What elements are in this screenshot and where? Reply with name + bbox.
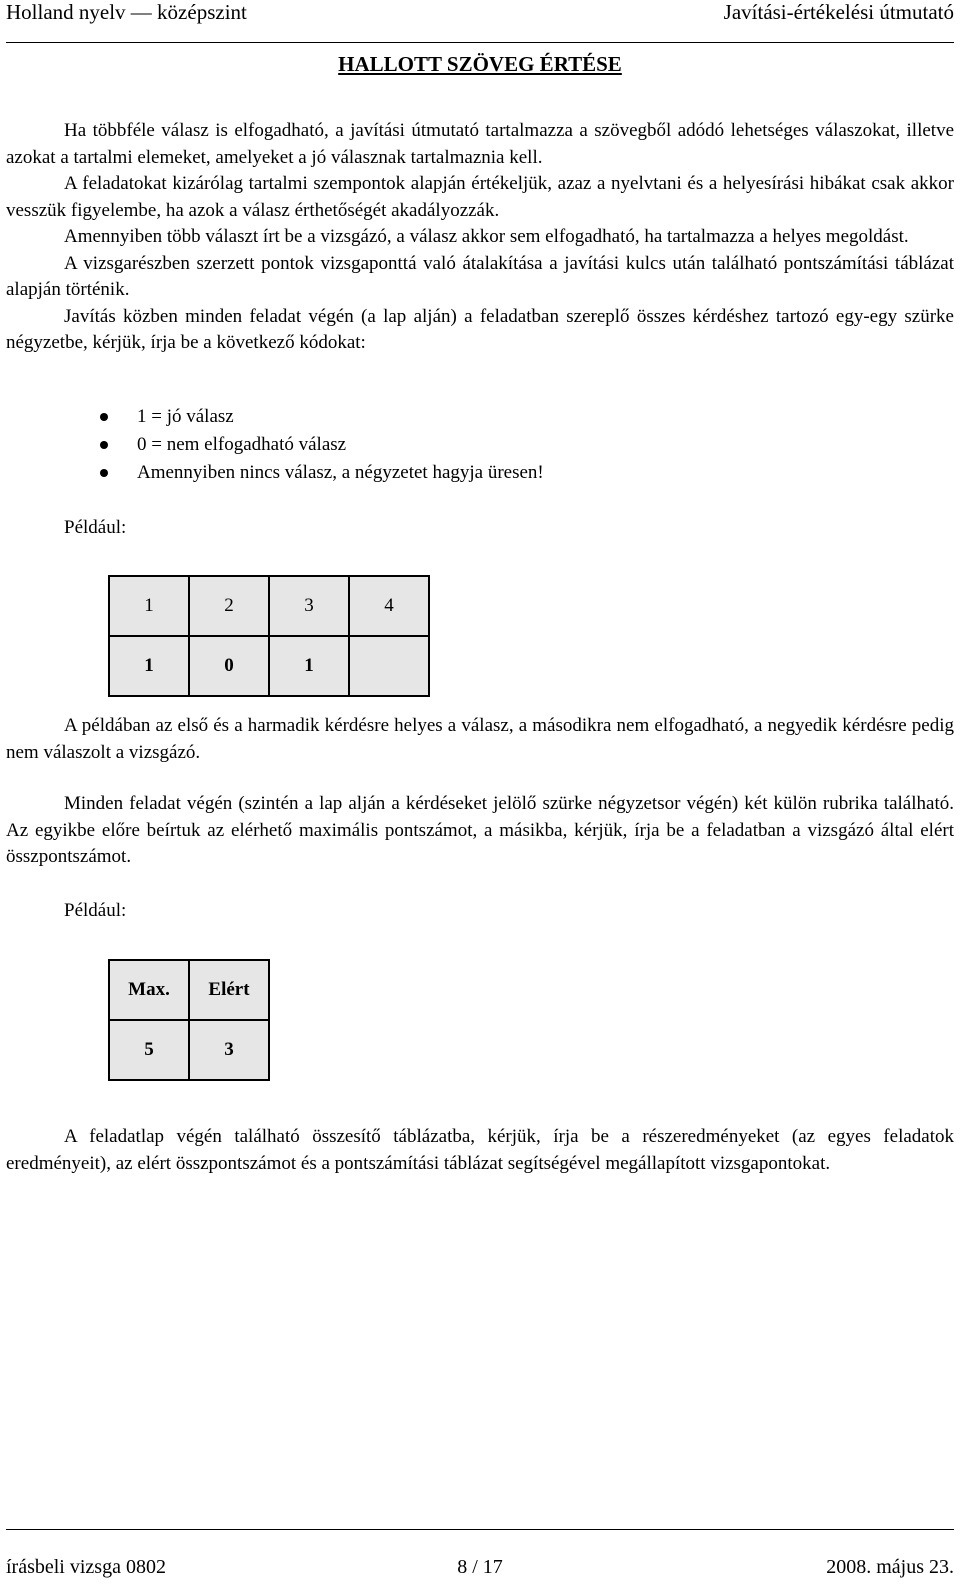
example-label: Például:: [64, 517, 127, 538]
score-header-cell: Max.: [109, 960, 189, 1020]
footer-page-number: 8 / 17: [457, 1556, 503, 1578]
table-row: [109, 576, 429, 636]
header-divider: [6, 42, 954, 43]
question-number-cell: 3: [269, 576, 349, 636]
score-header-cell: Elért: [189, 960, 269, 1020]
intro-paragraph: A feladatokat kizárólag tartalmi szempontok alapján értékeljük, azaz a nyelvtani és a helyesírási hibákat csak akkor vesszük figyelembe, ha azok a válasz érthetőségét akadályozzák.: [6, 173, 954, 221]
example-code-table: [108, 575, 430, 697]
intro-text: [6, 118, 954, 357]
intro-paragraph: Amennyiben több választ írt be a vizsgázó, a válasz akkor sem elfogadható, ha tartalmazza a helyes megoldást.: [64, 226, 909, 247]
page-header: [6, 0, 954, 26]
question-number-cell: 2: [189, 576, 269, 636]
header-subject: Holland nyelv — középszint: [6, 0, 247, 24]
footer-divider: [6, 1529, 954, 1530]
bullet-icon: [100, 441, 108, 449]
example-label: Például:: [64, 900, 127, 921]
footer-exam-code: írásbeli vizsga 0802: [6, 1556, 166, 1578]
rubric-text: [6, 791, 954, 871]
bullet-icon: [100, 469, 108, 477]
question-number-cell: 1: [109, 576, 189, 636]
code-cell: 1: [109, 636, 189, 696]
code-list: [100, 403, 544, 487]
table-row: [109, 960, 269, 1020]
list-item: [100, 403, 544, 431]
page-footer: [6, 1555, 954, 1581]
intro-paragraph: A vizsgarészben szerzett pontok vizsgaponttá való átalakítása a javítási kulcs után található pontszámítási táblázat alapján történik.: [6, 252, 954, 300]
list-item-text: 0 = nem elfogadható válasz: [137, 434, 347, 455]
list-item-text: Amennyiben nincs válasz, a négyzetet hagyja üresen!: [137, 462, 544, 483]
summary-paragraph: A feladatlap végén található összesítő táblázatba, kérjük, írja be a részeredményeket (az egyes feladatok eredményeit), az elért összpontszámot és a pontszámítási táblázat segítségével megállapított vizsgapontokat.: [6, 1126, 954, 1174]
example-explanation-text: [6, 713, 954, 766]
intro-paragraph: Javítás közben minden feladat végén (a lap alján) a feladatban szereplő összes kérdéshez tartozó egy-egy szürke négyzetbe, kérjük, írja be a következő kódokat:: [6, 305, 954, 353]
table-row: [109, 636, 429, 696]
header-doc-type: Javítási-értékelési útmutató: [723, 0, 954, 24]
summary-instruction-text: [6, 1124, 954, 1177]
intro-paragraph: Ha többféle válasz is elfogadható, a javítási útmutató tartalmazza a szövegből adódó lehetséges válaszokat, illetve azokat a tartalmi elemeket, amelyeket a jó válasznak tartalmaznia kell.: [6, 120, 954, 168]
list-item: [100, 431, 544, 459]
bullet-icon: [100, 413, 108, 421]
footer-date: 2008. május 23.: [826, 1556, 954, 1578]
code-cell: 1: [269, 636, 349, 696]
code-cell: [349, 636, 429, 696]
rubric-paragraph: Minden feladat végén (szintén a lap alján a kérdéseket jelölő szürke négyzetsor végén) két külön rubrika található. Az egyikbe előre beírtuk az elérhető maximális pontszámot, a másikba, kérjük, írja be a feladatban a vizsgázó által elért összpontszámot.: [6, 793, 954, 867]
table-row: [109, 1020, 269, 1080]
score-value-cell: 5: [109, 1020, 189, 1080]
list-item: [100, 459, 544, 487]
question-number-cell: 4: [349, 576, 429, 636]
example-score-table: [108, 959, 270, 1081]
explanation-paragraph: A példában az első és a harmadik kérdésre helyes a válasz, a másodikra nem elfogadható, a negyedik kérdésre pedig nem válaszolt a vizsgázó.: [6, 715, 954, 763]
list-item-text: 1 = jó válasz: [137, 406, 234, 427]
section-title: HALLOTT SZÖVEG ÉRTÉSE: [338, 52, 622, 76]
score-value-cell: 3: [189, 1020, 269, 1080]
code-cell: 0: [189, 636, 269, 696]
